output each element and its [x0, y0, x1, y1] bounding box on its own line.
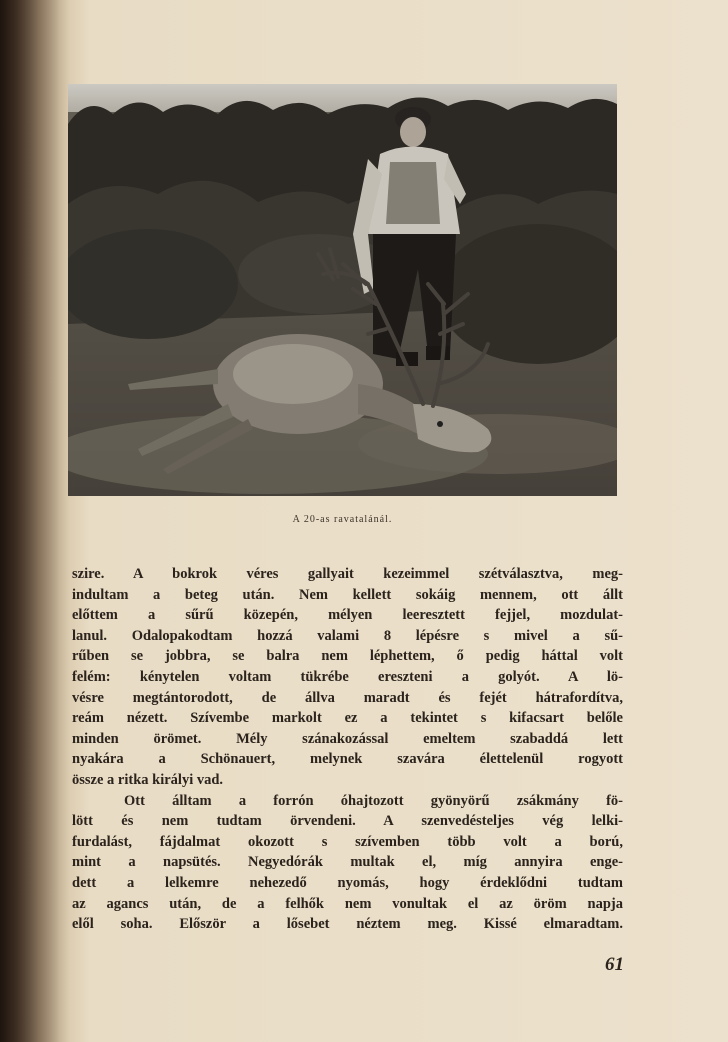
text-line: szire. A bokrok véres gallyait kezeimmel szétválasztva, meg- — [72, 566, 623, 582]
photo-caption: A 20-as ravatalánál. — [292, 514, 393, 525]
text-line: össze a ritka királyi vad. — [72, 771, 224, 788]
stag-hunter-photo — [68, 84, 617, 496]
text-line: dett a lelkemre nehezedő nyomás, hogy érdeklődni tudtam — [72, 874, 623, 891]
text-line: az agancs után, de a felhők nem vonultak el az öröm napja — [72, 895, 623, 912]
text-line: lött és nem tudtam örvendeni. A szenvedésteljes vég lelki- — [72, 813, 623, 830]
text-line: minden örömet. Mély szánakozással emeltem szabaddá lett — [72, 730, 623, 747]
photo-illustration — [68, 84, 617, 496]
text-line: furdalást, fájdalmat okozott s szívemben több volt a ború, — [72, 833, 623, 850]
text-line: előttem a sűrű közepén, mélyen leeresztett fejjel, mozdulat- — [72, 607, 623, 624]
text-line: lanul. Odalopakodtam hozzá valami 8 lépésre s mivel a sű- — [72, 627, 623, 644]
text-line: reám nézett. Szívembe markolt ez a tekintet s kifacsart belőle — [72, 710, 623, 727]
text-line: Ott álltam a forrón óhajtozott gyönyörű zsákmány fö- — [124, 792, 623, 809]
text-line: nyakára a Schönauert, melynek szavára élettelenül rogyott — [72, 751, 623, 768]
text-line: mint a napsütés. Negyedórák multak el, míg annyira enge- — [72, 854, 623, 871]
page-number: 61 — [605, 954, 624, 975]
book-spine-shadow — [0, 0, 70, 1042]
text-line: rűben se jobbra, se balra nem léphettem, ő pedig háttal volt — [72, 648, 623, 665]
text-line: felém: kénytelen voltam tükrébe ereszteni a golyót. A lö- — [72, 668, 623, 685]
text-line: vésre megtántorodott, de állva maradt és fejét hátrafordítva, — [72, 689, 623, 706]
text-line: elől soha. Először a lősebet néztem meg. Kissé elmaradtam. — [72, 916, 623, 933]
text-line: indultam a beteg után. Nem kellett sokáig mennem, ott állt — [72, 586, 623, 603]
body-text — [72, 564, 623, 935]
